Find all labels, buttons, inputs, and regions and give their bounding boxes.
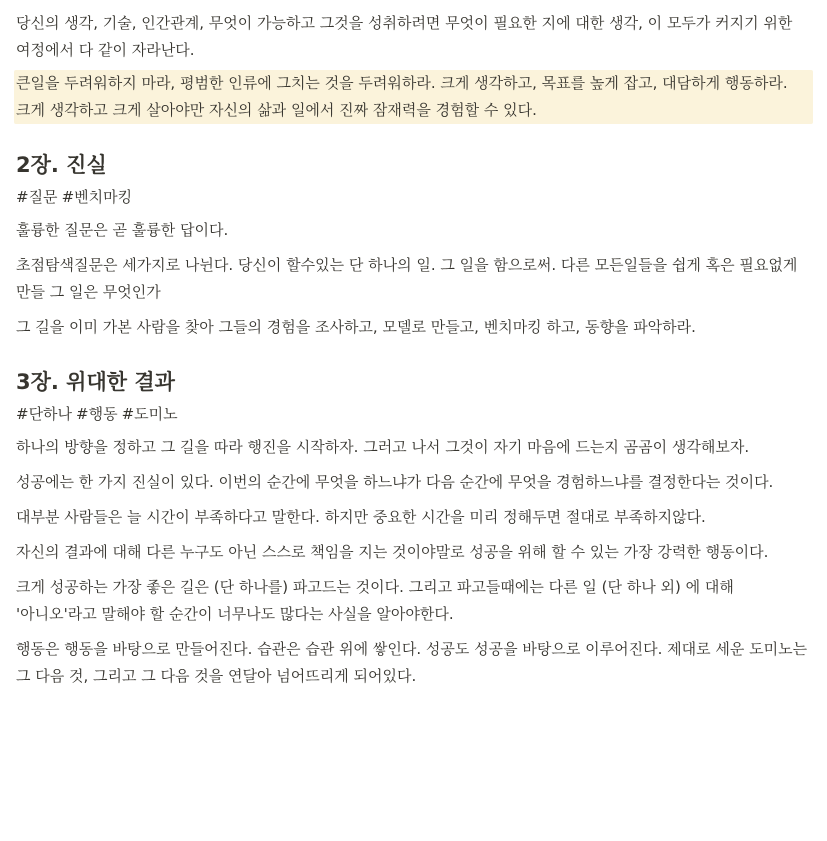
chapter-3-paragraph: 대부분 사람들은 늘 시간이 부족하다고 말한다. 하지만 중요한 시간을 미리 정해두면 절대로 부족하지않다.: [16, 508, 706, 526]
chapter-2-paragraph: 훌륭한 질문은 곧 훌륭한 답이다.: [16, 221, 229, 239]
intro-paragraph: 당신의 생각, 기술, 인간관계, 무엇이 가능하고 그것을 성취하려면 무엇이 필요한 지에 대한 생각, 이 모두가 커지기 위한 여정에서 다 같이 자라난다.: [16, 14, 793, 59]
chapter-2-heading: 2장. 진실: [16, 153, 107, 177]
chapter-3-paragraph: 자신의 결과에 대해 다른 누구도 아닌 스스로 책임을 지는 것이야말로 성공을 위해 할 수 있는 가장 강력한 행동이다.: [16, 543, 769, 561]
chapter-3-paragraph: 하나의 방향을 정하고 그 길을 따라 행진을 시작하자. 그러고 나서 그것이 자기 마음에 드는지 곰곰이 생각해보자.: [16, 438, 750, 456]
tag-the-one-thing: #단하나: [16, 405, 73, 423]
chapter-3-tags: [14, 401, 813, 428]
chapter-3-paragraph: 크게 성공하는 가장 좋은 길은 (단 하나를) 파고드는 것이다. 그리고 파고들때에는 다른 일 (단 하나 외) 에 대해 '아니오'라고 말해야 할 순간이 너무나도 많다는 사실을 알아야한다.: [16, 578, 734, 623]
tag-domino: #도미노: [121, 405, 178, 423]
tag-benchmarking: #벤치마킹: [61, 188, 133, 206]
chapter-3-heading: 3장. 위대한 결과: [16, 370, 175, 394]
chapter-3-paragraph: 성공에는 한 가지 진실이 있다. 이번의 순간에 무엇을 하느냐가 다음 순간에 무엇을 경험하느냐를 결정한다는 것이다.: [16, 473, 774, 491]
highlighted-quote: 큰일을 두려워하지 마라, 평범한 인류에 그치는 것을 두려워하라. 크게 생각하고, 목표를 높게 잡고, 대담하게 행동하라. 크게 생각하고 크게 살아야만 자신의 삶과 일에서 진짜 잠재력을 경험할 수 있다.: [14, 70, 813, 124]
chapter-2-paragraph: 초점탐색질문은 세가지로 나뉜다. 당신이 할수있는 단 하나의 일. 그 일을 함으로써. 다른 모든일들을 쉽게 혹은 필요없게 만들 그 일은 무엇인가: [16, 256, 798, 301]
chapter-2-tags: [14, 184, 813, 211]
tag-question: #질문: [16, 188, 58, 206]
chapter-2-paragraph: 그 길을 이미 가본 사람을 찾아 그들의 경험을 조사하고, 모델로 만들고, 벤치마킹 하고, 동향을 파악하라.: [16, 318, 696, 336]
chapter-3-paragraph: 행동은 행동을 바탕으로 만들어진다. 습관은 습관 위에 쌓인다. 성공도 성공을 바탕으로 이루어진다. 제대로 세운 도미노는 그 다음 것, 그리고 그 다음 것을 연달아 넘어뜨리게 되어있다.: [16, 640, 808, 685]
tag-action: #행동: [76, 405, 118, 423]
